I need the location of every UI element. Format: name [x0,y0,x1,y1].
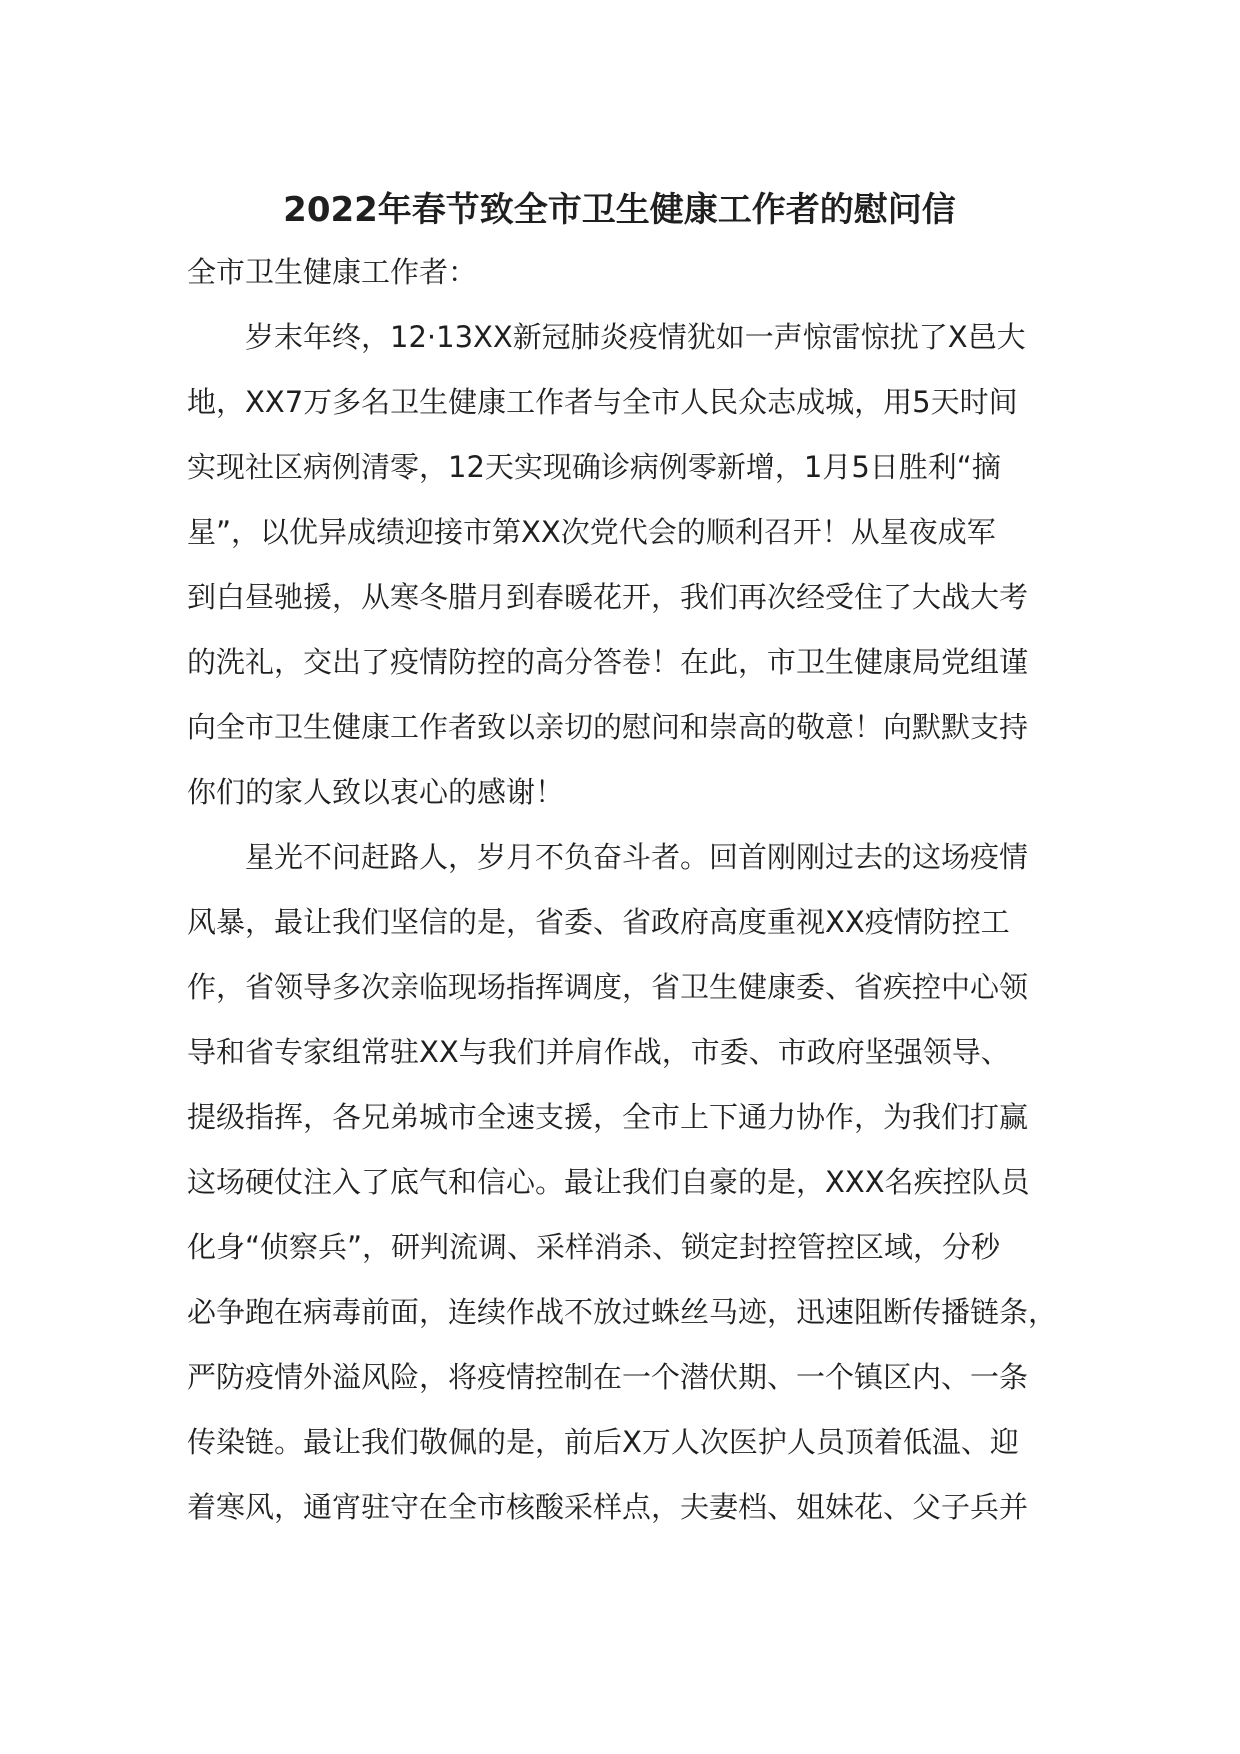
text-line: 向全市卫生健康工作者致以亲切的慰问和崇高的敬意！向默默支持 [187,710,1029,744]
salutation: 全市卫生健康工作者： [187,255,478,289]
letter-page [187,186,1087,1540]
paragraph-2 [187,825,1087,1540]
text-line: 你们的家人致以衷心的感谢！ [187,775,565,809]
text-line: 严防疫情外溢风险，将疫情控制在一个潜伏期、一个镇区内、一条 [187,1360,1029,1394]
document-title: 2022年春节致全市卫生健康工作者的慰问信 [283,190,956,230]
text-line: 着寒风，通宵驻守在全市核酸采样点，夫妻档、姐妹花、父子兵并 [187,1490,1029,1524]
text-line: 岁末年终，12·13XX新冠肺炎疫情犹如一声惊雷惊扰了X邑大 [245,320,1026,354]
text-line: 风暴，最让我们坚信的是，省委、省政府高度重视XX疫情防控工 [187,905,1010,939]
text-line: 地，XX7万多名卫生健康工作者与全市人民众志成城，用5天时间 [187,385,1018,419]
text-line: 星”，以优异成绩迎接市第XX次党代会的顺利召开！从星夜成军 [187,515,996,549]
text-line: 化身“侦察兵”，研判流调、采样消杀、锁定封控管控区域，分秒 [187,1230,1001,1264]
text-line: 这场硬仗注入了底气和信心。最让我们自豪的是，XXX名疾控队员 [187,1165,1030,1199]
text-line: 传染链。最让我们敬佩的是，前后X万人次医护人员顶着低温、迎 [187,1425,1019,1459]
text-line: 导和省专家组常驻XX与我们并肩作战，市委、市政府坚强领导、 [187,1035,1010,1069]
text-line: 必争跑在病毒前面，连续作战不放过蛛丝马迹，迅速阻断传播链条， [187,1295,1058,1329]
text-line: 到白昼驰援，从寒冬腊月到春暖花开，我们再次经受住了大战大考 [187,580,1029,614]
text-line: 的洗礼，交出了疫情防控的高分答卷！在此，市卫生健康局党组谨 [187,645,1029,679]
text-line: 提级指挥，各兄弟城市全速支援，全市上下通力协作，为我们打赢 [187,1100,1029,1134]
text-line: 实现社区病例清零，12天实现确诊病例零新增，1月5日胜利“摘 [187,450,1001,484]
text-line: 星光不问赶路人，岁月不负奋斗者。回首刚刚过去的这场疫情 [245,840,1029,874]
text-line: 作，省领导多次亲临现场指挥调度，省卫生健康委、省疾控中心领 [187,970,1029,1004]
paragraph-1 [187,305,1087,825]
